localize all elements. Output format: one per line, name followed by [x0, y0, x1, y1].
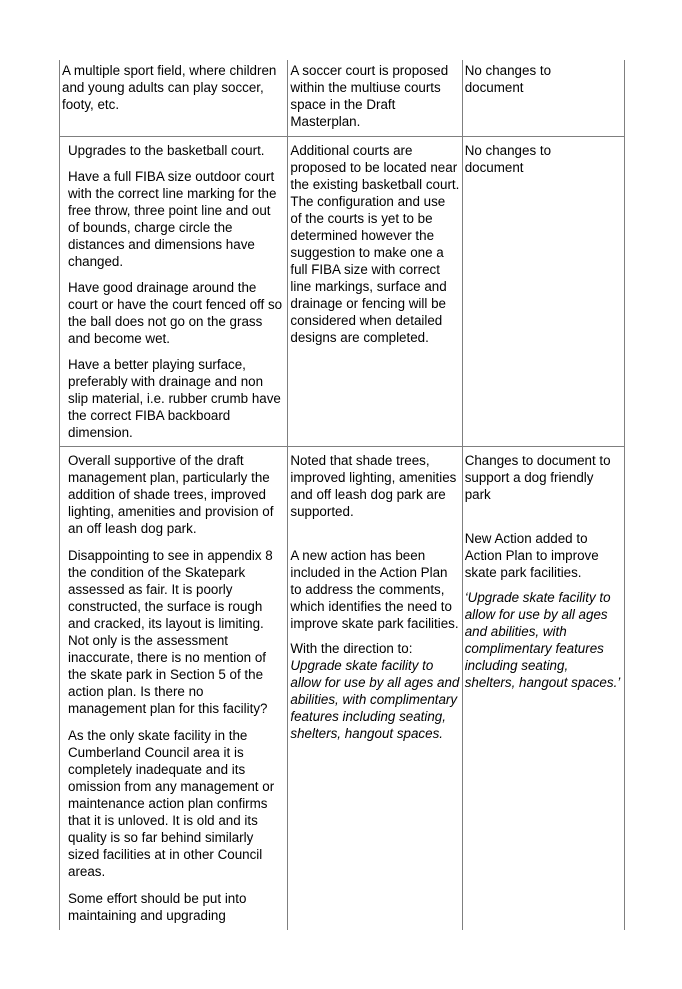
- table-row: [60, 60, 625, 137]
- comment-text: As the only skate facility in the Cumberland Council area it is completely inadequate and its omission from any management or maintenance action plan confirms that it is unloved. It is old and its quality is so far behind similarly sized facilities at in other Council areas.: [68, 728, 275, 879]
- response-text: A soccer court is proposed within the multiuse courts space in the Draft Masterplan.: [290, 63, 449, 129]
- action-cell: [462, 60, 624, 137]
- response-text: With the direction to:: [290, 641, 413, 656]
- action-text: New Action added to Action Plan to improve skate park facilities.: [464, 531, 599, 580]
- response-text: Noted that shade trees, improved lighting, amenities and off leash dog park are supported.: [290, 453, 457, 519]
- comment-text: Upgrades to the basketball court.: [68, 143, 265, 158]
- action-cell: [462, 137, 624, 447]
- table-row: [60, 447, 625, 931]
- response-cell: [288, 447, 462, 931]
- table-row: [60, 137, 625, 447]
- comment-text: Disappointing to see in appendix 8 the condition of the Skatepark assessed as fair. It is poorly constructed, the surface is rough and cracked, its layout is limiting. Not only is the assessment inaccurate, there is no mention of the skate park in Section 5 of the action plan. Is there no management plan for this facility?: [68, 548, 273, 716]
- comment-cell: [60, 447, 288, 931]
- response-text: Additional courts are proposed to be located near the existing basketball court. The configuration and use of the courts is yet to be determined however the suggestion to make one a full FIBA size with correct line markings, surface and drainage or fencing will be considered when detailed designs are completed.: [290, 143, 460, 345]
- response-cell: [288, 137, 462, 447]
- comment-text: Have a full FIBA size outdoor court with the correct line marking for the free throw, three point line and out of bounds, charge circle the distances and dimensions have changed.: [68, 169, 277, 269]
- consultation-table: [59, 60, 625, 930]
- action-text: No changes to document: [464, 143, 552, 175]
- comment-text: Overall supportive of the draft management plan, particularly the addition of shade trees, improved lighting, amenities and provision of an off leash dog park.: [68, 453, 274, 536]
- action-text: Changes to document to support a dog friendly park: [464, 453, 611, 502]
- comment-cell: [60, 60, 288, 137]
- comment-text: A multiple sport field, where children and young adults can play soccer, footy, etc.: [62, 63, 277, 112]
- response-cell: [288, 60, 462, 137]
- response-quote: Upgrade skate facility to allow for use by all ages and abilities, with complimentary features including seating, shelters, hangout spaces.: [290, 658, 460, 741]
- comment-text: Have good drainage around the court or have the court fenced off so the ball does not go on the grass and become wet.: [68, 280, 283, 346]
- action-cell: [462, 447, 624, 931]
- comment-text: Have a better playing surface, preferably with drainage and non slip material, i.e. rubber crumb have the correct FIBA backboard dimension.: [68, 357, 281, 440]
- action-text: No changes to document: [464, 63, 552, 95]
- comment-cell: [60, 137, 288, 447]
- action-quote: ‘Upgrade skate facility to allow for use by all ages and abilities, with complimentary features including seating, shelters, hangout spaces.’: [464, 590, 621, 690]
- response-text: A new action has been included in the Action Plan to address the comments, which identifies the need to improve skate park facilities.: [290, 548, 459, 631]
- comment-text: Some effort should be put into maintaining and upgrading: [68, 891, 247, 923]
